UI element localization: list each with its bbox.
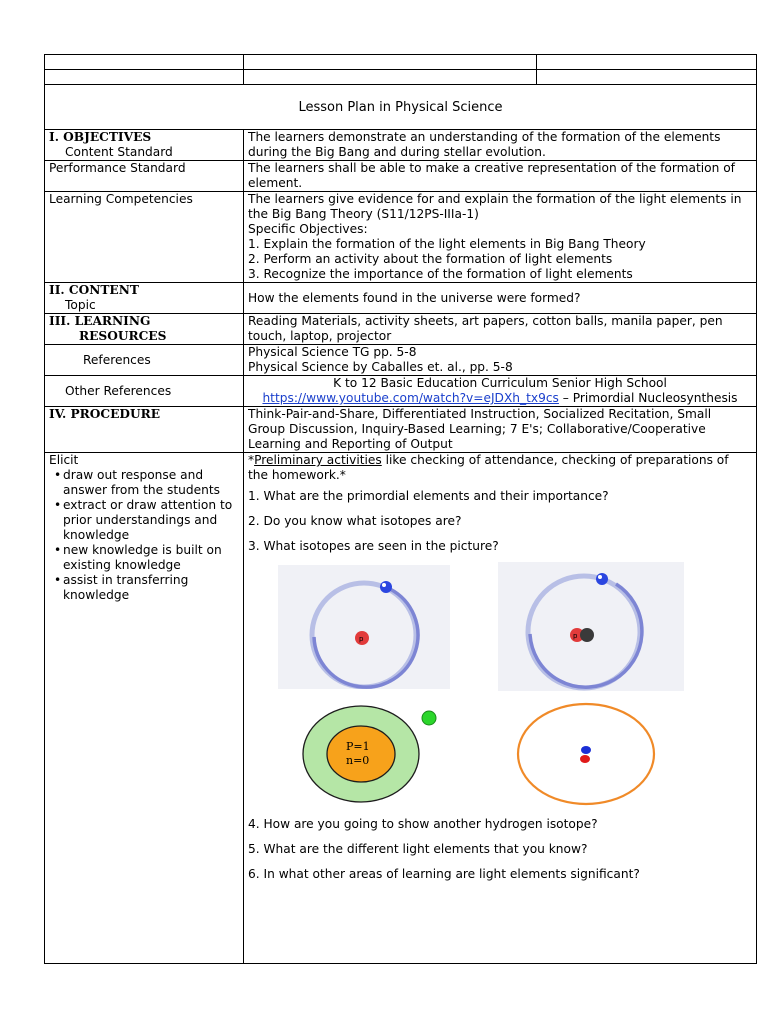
competencies-row (45, 192, 757, 283)
specific-objectives-label: Specific Objectives: (248, 222, 368, 236)
topic-text: How the elements found in the universe were formed? (244, 283, 757, 314)
proton-count-label: P=1 (346, 740, 370, 753)
blank-cell (45, 70, 244, 85)
curriculum-text: K to 12 Basic Education Curriculum Senior High School (333, 376, 667, 390)
reference-item: Physical Science by Caballes et. al., pp. 5-8 (248, 360, 513, 374)
preliminary-activities-underlined: Preliminary activities (254, 453, 382, 467)
competencies-text: The learners give evidence for and explain the formation of the light elements in the Big Bang Theory (S11/12PS-IIIa-1) (248, 192, 742, 221)
preliminary-activities (248, 453, 752, 483)
specific-objective-item: 1. Explain the formation of the light elements in Big Bang Theory (248, 237, 646, 251)
elicit-row (45, 453, 757, 964)
list-item: • extract or draw attention to prior understandings and knowledge (63, 498, 239, 543)
elicit-label: Elicit (49, 453, 79, 467)
procedure-heading: IV. PROCEDURE (49, 407, 161, 421)
blank-cell (45, 55, 244, 70)
neutron-count-label: n=0 (346, 754, 370, 767)
resources-heading-line2: RESOURCES (79, 329, 167, 343)
deuterium-atom-image (498, 562, 684, 691)
blank-cell (537, 70, 757, 85)
isotope-figures (248, 558, 752, 813)
objectives-heading: I. OBJECTIVES (49, 130, 152, 144)
hydrogen-shell-diagram (296, 698, 446, 810)
orange-orbit-diagram (508, 696, 668, 808)
blank-cell (537, 55, 757, 70)
asterisk: * (248, 453, 255, 467)
procedure-methods: Think-Pair-and-Share, Differentiated Instruction, Socialized Recitation, Small Group Discussion, Inquiry-Based Learning; 7 E's; Collaborative/Cooperative Learning and Reporting of Output (244, 407, 757, 453)
blank-cell (244, 55, 537, 70)
objectives-row (45, 130, 757, 161)
procedure-label-cell (45, 407, 244, 453)
performance-row (45, 161, 757, 192)
blank-row-2 (45, 70, 757, 85)
question-2: 2. Do you know what isotopes are? (248, 514, 462, 528)
question-5: 5. What are the different light elements that you know? (248, 842, 588, 856)
resources-row (45, 314, 757, 345)
page-title: Lesson Plan in Physical Science (45, 85, 757, 130)
list-item: • assist in transferring knowledge (63, 573, 239, 603)
elicit-bullet-list (49, 468, 239, 603)
objectives-label-cell (45, 130, 244, 161)
performance-standard-label: Performance Standard (45, 161, 244, 192)
competencies-label: Learning Competencies (45, 192, 244, 283)
specific-objective-item: 2. Perform an activity about the formation of light elements (248, 252, 613, 266)
content-label-cell (45, 283, 244, 314)
question-6: 6. In what other areas of learning are light elements significant? (248, 867, 640, 881)
elicit-label-cell (45, 453, 244, 964)
references-row (45, 345, 757, 376)
title-row (45, 85, 757, 130)
specific-objective-item: 3. Recognize the importance of the formation of light elements (248, 267, 633, 281)
other-references-row (45, 376, 757, 407)
content-heading: II. CONTENT (49, 283, 139, 297)
other-references-label: Other References (45, 376, 244, 407)
list-item: • draw out response and answer from the students (63, 468, 239, 498)
content-row (45, 283, 757, 314)
preliminary-activities-rest: like checking of attendance, checking of preparations of the homework.* (248, 453, 729, 482)
references-cell (244, 345, 757, 376)
topic-label: Topic (65, 298, 96, 312)
performance-standard-text: The learners shall be able to make a creative representation of the formation of element. (244, 161, 757, 192)
reference-item: Physical Science TG pp. 5-8 (248, 345, 417, 359)
content-standard-label: Content Standard (65, 145, 173, 159)
elicit-content-cell (244, 453, 757, 964)
blank-row-1 (45, 55, 757, 70)
blank-cell (244, 70, 537, 85)
protium-atom-image (278, 565, 450, 689)
proton-label: p (573, 632, 578, 640)
resources-heading: III. LEARNING (49, 314, 151, 328)
procedure-row (45, 407, 757, 453)
other-references-cell (244, 376, 757, 407)
proton-label: p (359, 635, 364, 643)
question-3: 3. What isotopes are seen in the picture? (248, 539, 499, 553)
question-4: 4. How are you going to show another hydrogen isotope? (248, 817, 598, 831)
content-standard-text: The learners demonstrate an understanding of the formation of the elements during the Big Bang and during stellar evolution. (244, 130, 757, 161)
resources-label-cell (45, 314, 244, 345)
youtube-link[interactable]: https://www.youtube.com/watch?v=eJDXh_tx9cs (262, 391, 559, 405)
link-description: – Primordial Nucleosynthesis (558, 391, 738, 405)
competencies-cell (244, 192, 757, 283)
materials-text: Reading Materials, activity sheets, art papers, cotton balls, manila paper, pen touch, laptop, projector (244, 314, 757, 345)
references-label: References (45, 345, 244, 376)
list-item: • new knowledge is built on existing knowledge (63, 543, 239, 573)
question-1: 1. What are the primordial elements and their importance? (248, 489, 609, 503)
lesson-plan-table (44, 54, 757, 964)
